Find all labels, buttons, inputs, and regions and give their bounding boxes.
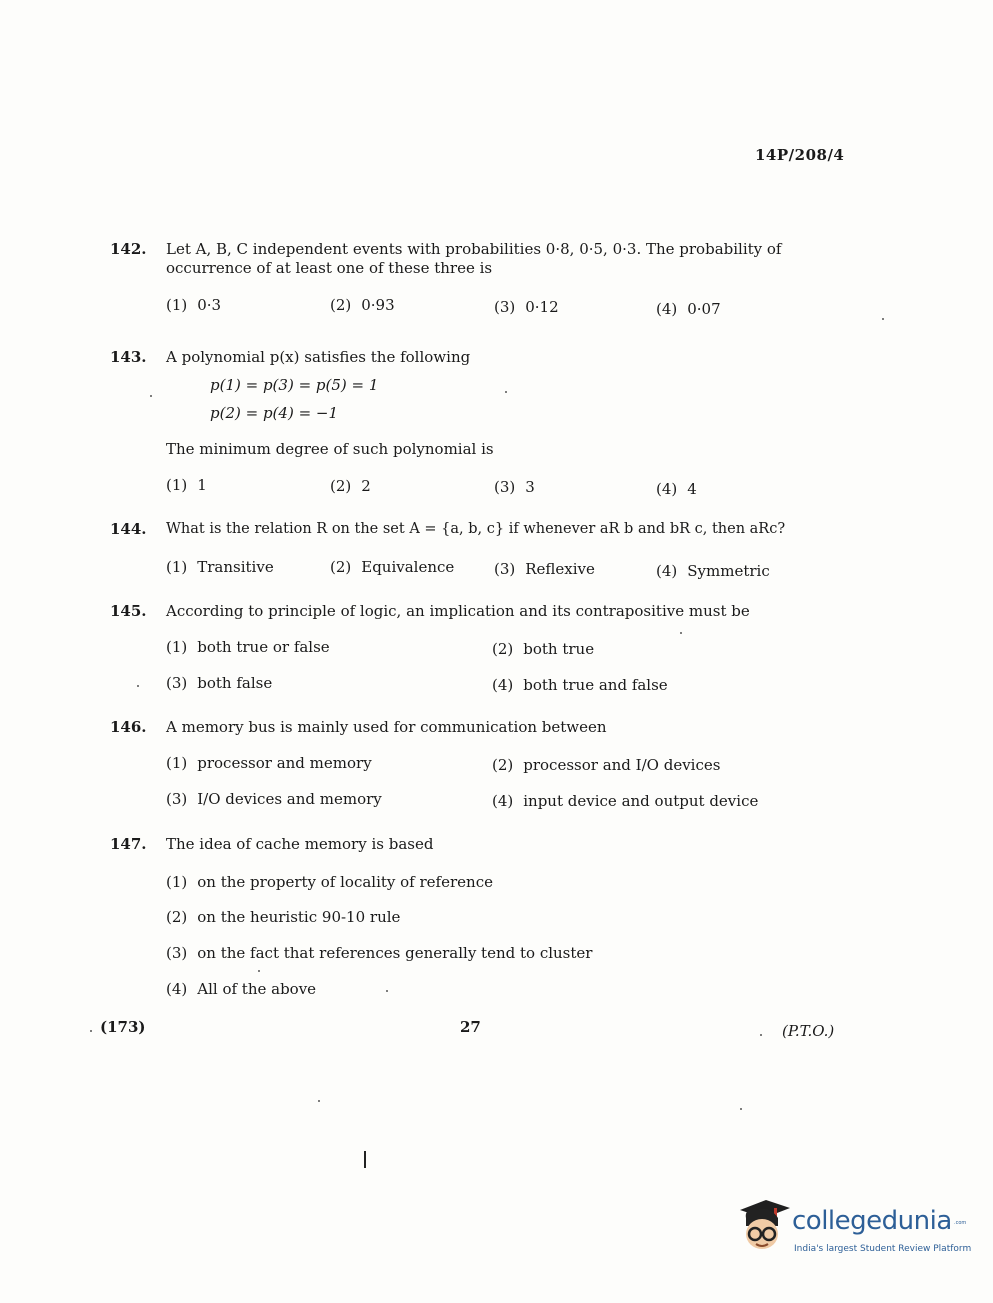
option-text: both true or false — [197, 638, 330, 656]
booklet-number: (173) — [100, 1018, 146, 1036]
option-number: (1) — [166, 754, 188, 772]
option-2 — [492, 756, 720, 774]
page-number: 27 — [460, 1018, 481, 1036]
option-number: (4) — [656, 480, 678, 498]
option-text: processor and I/O devices — [523, 756, 721, 774]
option-number: (4) — [492, 676, 514, 694]
scan-speck — [137, 685, 139, 687]
option-text: both true — [523, 640, 595, 658]
option-text: 4 — [687, 480, 697, 498]
question-number: 143. — [110, 348, 147, 366]
option-number: (3) — [166, 944, 188, 962]
option-text: on the heuristic 90-10 rule — [197, 908, 401, 926]
option-number: (3) — [494, 478, 516, 496]
option-2 — [330, 296, 395, 314]
option-3 — [494, 298, 559, 316]
option-text: on the property of locality of reference — [197, 873, 493, 891]
question-number: 145. — [110, 602, 147, 620]
option-1 — [166, 754, 372, 772]
scan-speck — [386, 990, 388, 992]
pto-label: (P.T.O.) — [782, 1022, 835, 1040]
option-text: 0·12 — [525, 298, 559, 316]
option-text: Transitive — [197, 558, 274, 576]
option-number: (3) — [494, 560, 516, 578]
question-144 — [110, 520, 850, 580]
question-142 — [110, 240, 850, 318]
option-number: (3) — [166, 674, 188, 692]
option-number: (4) — [656, 562, 678, 580]
question-text: What is the relation R on the set A = {a, b, c} if whenever aR b and bR c, then aRc? — [166, 521, 786, 537]
option-1 — [166, 296, 221, 314]
option-number: (2) — [330, 296, 352, 314]
question-number: 147. — [110, 835, 147, 853]
option-2 — [166, 908, 400, 926]
question-143 — [110, 348, 850, 498]
logo-text: collegedunia — [792, 1206, 952, 1236]
question-147 — [110, 835, 850, 998]
question-text: The idea of cache memory is based — [166, 835, 434, 853]
scan-speck — [90, 1030, 92, 1032]
equation-2: p(2) = p(4) = −1 — [210, 404, 339, 422]
collegedunia-logo — [736, 1196, 972, 1266]
question-text-line: occurrence of at least one of these three is — [166, 259, 493, 277]
option-1 — [166, 558, 274, 576]
question-text: According to principle of logic, an implication and its contrapositive must be — [166, 602, 750, 620]
option-2 — [492, 640, 594, 658]
option-4 — [492, 676, 668, 694]
paper-code: 14P/208/4 — [755, 146, 845, 164]
scan-speck — [760, 1034, 762, 1036]
option-number: (1) — [166, 558, 188, 576]
question-text: A memory bus is mainly used for communication between — [166, 718, 607, 736]
question-text: A polynomial p(x) satisfies the following — [166, 348, 471, 366]
question-number: 144. — [110, 520, 147, 538]
option-4 — [166, 980, 316, 998]
option-number: (3) — [494, 298, 516, 316]
option-text: All of the above — [197, 980, 317, 998]
option-number: (2) — [330, 558, 352, 576]
option-3 — [166, 674, 272, 692]
option-1 — [166, 476, 207, 494]
logo-dotcom: .com — [954, 1220, 967, 1226]
option-text: both false — [197, 674, 273, 692]
option-number: (1) — [166, 476, 188, 494]
scan-speck — [318, 1100, 320, 1102]
option-1 — [166, 638, 330, 656]
question-text-2: The minimum degree of such polynomial is — [166, 440, 494, 458]
option-number: (4) — [492, 792, 514, 810]
option-number: (4) — [166, 980, 188, 998]
option-text: 0·3 — [197, 296, 222, 314]
option-number: (3) — [166, 790, 188, 808]
scan-speck — [680, 632, 682, 634]
option-text: 1 — [197, 476, 207, 494]
option-text: Equivalence — [361, 558, 455, 576]
option-4 — [656, 562, 770, 580]
question-text — [166, 240, 850, 278]
option-1 — [166, 873, 493, 891]
question-number: 146. — [110, 718, 147, 736]
scan-speck — [505, 391, 507, 393]
option-text: Symmetric — [687, 562, 770, 580]
question-text-line: Let A, B, C independent events with probabilities 0·8, 0·5, 0·3. The probability of — [166, 240, 782, 258]
option-4 — [492, 792, 758, 810]
scan-speck — [882, 318, 884, 320]
option-number: (2) — [492, 756, 514, 774]
option-text: 0·07 — [687, 300, 721, 318]
question-146 — [110, 718, 850, 810]
option-number: (1) — [166, 873, 188, 891]
option-text: 3 — [525, 478, 535, 496]
option-3 — [166, 790, 382, 808]
question-number: 142. — [110, 240, 147, 258]
option-text: processor and memory — [197, 754, 372, 772]
question-145 — [110, 602, 850, 694]
equation-1: p(1) = p(3) = p(5) = 1 — [210, 376, 379, 394]
option-text: I/O devices and memory — [197, 790, 382, 808]
option-3 — [166, 944, 592, 962]
option-2 — [330, 477, 371, 495]
scan-mark — [364, 1151, 366, 1168]
option-number: (1) — [166, 638, 188, 656]
graduate-mascot-icon — [736, 1196, 792, 1260]
option-text: both true and false — [523, 676, 668, 694]
option-number: (2) — [166, 908, 188, 926]
option-number: (2) — [492, 640, 514, 658]
option-4 — [656, 480, 697, 498]
option-number: (1) — [166, 296, 188, 314]
option-3 — [494, 478, 535, 496]
option-text: on the fact that references generally tend to cluster — [197, 944, 593, 962]
option-number: (2) — [330, 477, 352, 495]
option-text: Reflexive — [525, 560, 595, 578]
option-text: input device and output device — [523, 792, 759, 810]
option-2 — [330, 558, 454, 576]
logo-tagline: India's largest Student Review Platform — [794, 1244, 972, 1254]
option-text: 0·93 — [361, 296, 395, 314]
option-number: (4) — [656, 300, 678, 318]
option-3 — [494, 560, 595, 578]
option-text: 2 — [361, 477, 371, 495]
scan-speck — [258, 970, 260, 972]
scan-speck — [740, 1108, 742, 1110]
scan-speck — [150, 395, 152, 397]
option-4 — [656, 300, 721, 318]
